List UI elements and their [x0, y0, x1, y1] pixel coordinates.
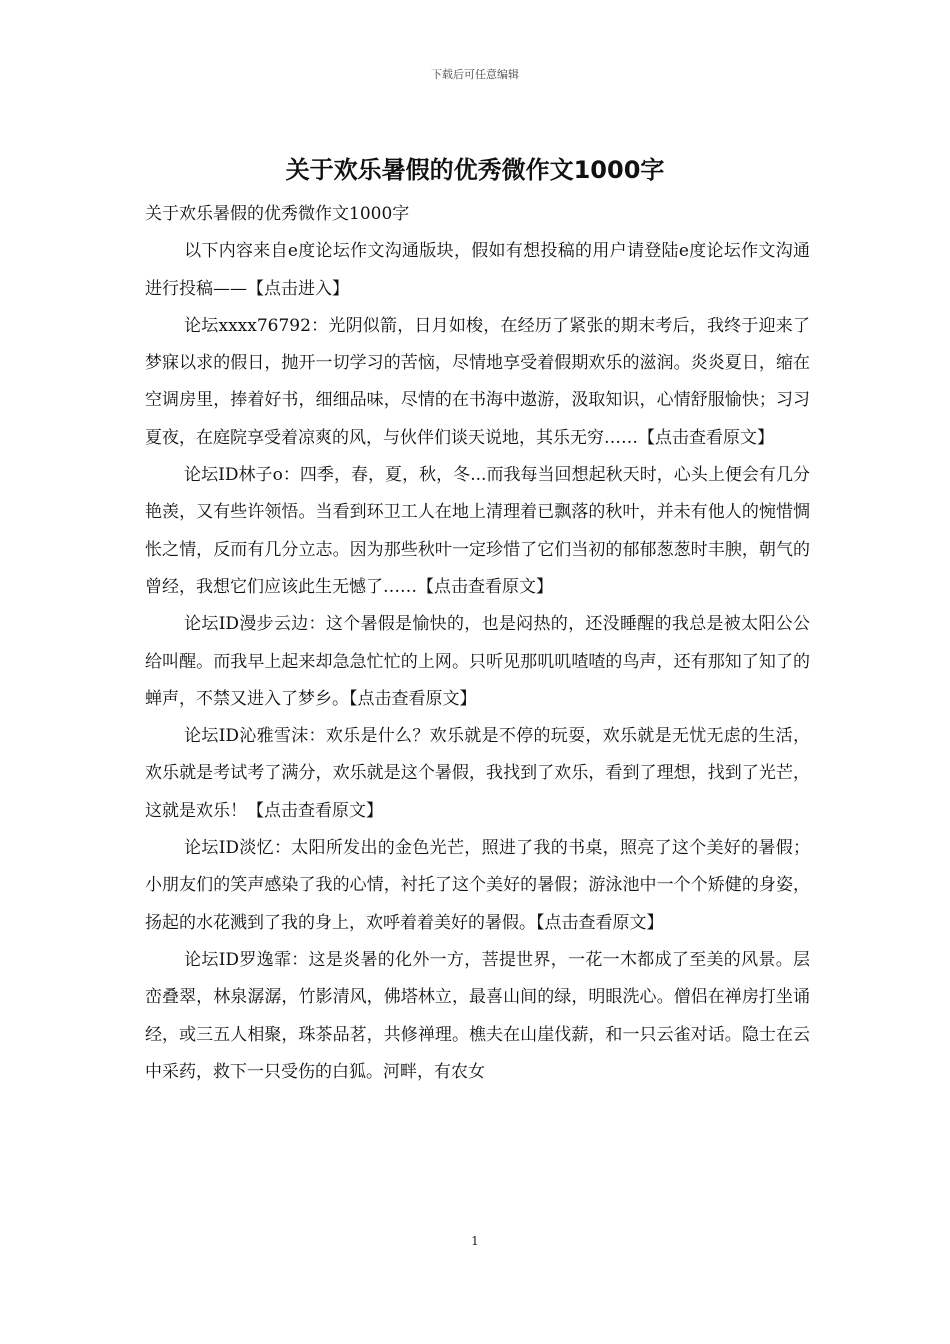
header-note: 下载后可任意编辑	[431, 68, 519, 81]
paragraph-intro: 以下内容来自e度论坛作文沟通版块，假如有想投稿的用户请登陆e度论坛作文沟通进行投稿——【点击进入】	[145, 241, 810, 299]
paragraph-post-1: 论坛xxxx76792：光阴似箭，日月如梭，在经历了紧张的期末考后，我终于迎来了梦寐以求的假日，抛开一切学习的苦恼，尽情地享受着假期欢乐的滋润。炎炎夏日，缩在空调房里，捧着好书，细细品味，尽情的在书海中遨游，汲取知识，心情舒服愉快；习习夏夜，在庭院享受着凉爽的风，与伙伴们谈天说地，其乐无穷……【点击查看原文】	[145, 315, 810, 448]
document-body	[145, 196, 810, 1091]
document-subtitle: 关于欢乐暑假的优秀微作文1000字	[145, 204, 410, 224]
page-number: 1	[471, 1234, 479, 1248]
paragraph-post-6: 论坛ID罗逸霏：这是炎暑的化外一方，菩提世界，一花一木都成了至美的风景。层峦叠翠，林泉潺潺，竹影清风，佛塔林立，最喜山间的绿，明眼洗心。僧侣在禅房打坐诵经，或三五人相聚，珠茶品茗，共修禅理。樵夫在山崖伐薪，和一只云雀对话。隐士在云中采药，救下一只受伤的白狐。河畔，有农女	[145, 949, 810, 1082]
paragraph-post-3: 论坛ID漫步云边：这个暑假是愉快的，也是闷热的，还没睡醒的我总是被太阳公公给叫醒。而我早上起来却急急忙忙的上网。只听见那叽叽喳喳的鸟声，还有那知了知了的蝉声，不禁又进入了梦乡。【点击查看原文】	[145, 614, 810, 709]
paragraph-post-4: 论坛ID沁雅雪沫：欢乐是什么？欢乐就是不停的玩耍，欢乐就是无忧无虑的生活，欢乐就是考试考了满分，欢乐就是这个暑假，我找到了欢乐，看到了理想，找到了光芒，这就是欢乐！【点击查看原文】	[145, 726, 810, 821]
paragraph-post-2: 论坛ID林子o：四季，春，夏，秋，冬...而我每当回想起秋天时，心头上便会有几分艳羡，又有些许领悟。当看到环卫工人在地上清理着已飘落的秋叶，并未有他人的惋惜惆怅之情，反而有几分立志。因为那些秋叶一定珍惜了它们当初的郁郁葱葱时丰腴，朝气的曾经，我想它们应该此生无憾了……【点击查看原文】	[145, 465, 810, 597]
document-title: 关于欢乐暑假的优秀微作文1000字	[285, 156, 665, 184]
paragraph-post-5: 论坛ID淡忆：太阳所发出的金色光芒，照进了我的书桌，照亮了这个美好的暑假；小朋友们的笑声感染了我的心情，衬托了这个美好的暑假；游泳池中一个个矫健的身姿，扬起的水花溅到了我的身上，欢呼着着美好的暑假。【点击查看原文】	[145, 838, 810, 933]
